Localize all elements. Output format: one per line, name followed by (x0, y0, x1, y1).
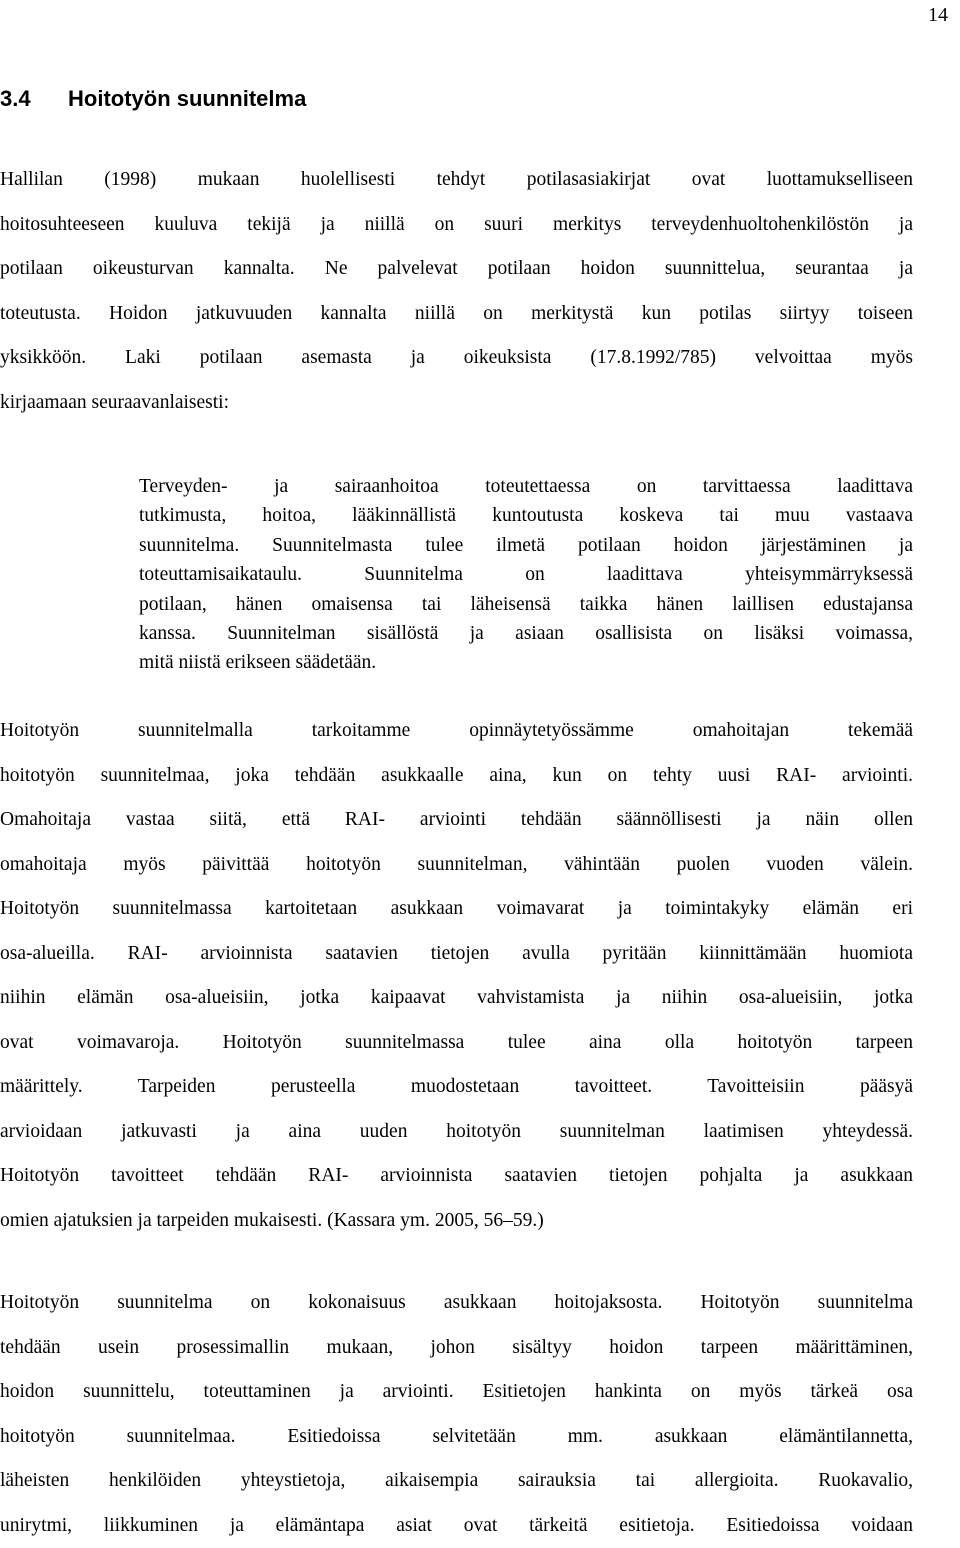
paragraph-line: potilaan oikeusturvan kannalta. Ne palvelevat potilaan hoidon suunnittelua, seurantaa ja (0, 247, 913, 292)
paragraph-line: Hoitotyön tavoitteet tehdään RAI- arvioinnista saatavien tietojen pohjalta ja asukkaan (0, 1154, 913, 1199)
paragraph-line: määrittely. Tarpeiden perusteella muodostetaan tavoitteet. Tavoitteisiin pääsyä (0, 1065, 913, 1110)
paragraph-line: hoitotyön suunnitelmaa, joka tehdään asukkaalle aina, kun on tehty uusi RAI- arviointi. (0, 754, 913, 799)
paragraph-line: ovat voimavaroja. Hoitotyön suunnitelmassa tulee aina olla hoitotyön tarpeen (0, 1021, 913, 1066)
quote-line: Terveyden- ja sairaanhoitoa toteutettaessa on tarvittaessa laadittava (139, 472, 913, 501)
paragraph-line: yksikköön. Laki potilaan asemasta ja oikeuksista (17.8.1992/785) velvoittaa myös (0, 336, 913, 381)
quote-line: suunnitelma. Suunnitelmasta tulee ilmetä potilaan hoidon järjestäminen ja (139, 531, 913, 560)
section-heading (0, 84, 306, 114)
paragraph-line: arvioidaan jatkuvasti ja aina uuden hoitotyön suunnitelman laatimisen yhteydessä. (0, 1110, 913, 1155)
paragraph-line: kirjaamaan seuraavanlaisesti: (0, 381, 913, 426)
paragraph-2 (0, 709, 913, 1243)
paragraph-line: Hallilan (1998) mukaan huolellisesti tehdyt potilasasiakirjat ovat luottamukselliseen (0, 158, 913, 203)
law-quotation (139, 472, 913, 678)
paragraph-line: toteutusta. Hoidon jatkuvuuden kannalta niillä on merkitystä kun potilas siirtyy toiseen (0, 292, 913, 337)
paragraph-line: Omahoitaja vastaa siitä, että RAI- arviointi tehdään säännöllisesti ja näin ollen (0, 798, 913, 843)
quote-line: potilaan, hänen omaisensa tai läheisensä taikka hänen laillisen edustajansa (139, 590, 913, 619)
quote-line: toteuttamisaikataulu. Suunnitelma on laadittava yhteisymmärryksessä (139, 560, 913, 589)
quote-line: mitä niistä erikseen säädetään. (139, 648, 913, 677)
paragraph-1 (0, 158, 913, 425)
paragraph-line: unirytmi, liikkuminen ja elämäntapa asiat ovat tärkeitä esitietoja. Esitiedoissa voidaan (0, 1504, 913, 1548)
paragraph-line: hoidon suunnittelu, toteuttaminen ja arviointi. Esitietojen hankinta on myös tärkeä osa (0, 1370, 913, 1415)
paragraph-line: Hoitotyön suunnitelmassa kartoitetaan asukkaan voimavarat ja toimintakyky elämän eri (0, 887, 913, 932)
paragraph-line: hoitotyön suunnitelmaa. Esitiedoissa selvitetään mm. asukkaan elämäntilannetta, (0, 1415, 913, 1460)
paragraph-line: omien ajatuksien ja tarpeiden mukaisesti. (Kassara ym. 2005, 56–59.) (0, 1199, 913, 1244)
paragraph-line: niihin elämän osa-alueisiin, jotka kaipaavat vahvistamista ja niihin osa-alueisiin, jotka (0, 976, 913, 1021)
paragraph-line: hoitosuhteeseen kuuluva tekijä ja niillä on suuri merkitys terveydenhuoltohenkilöstön ja (0, 203, 913, 248)
paragraph-line: Hoitotyön suunnitelma on kokonaisuus asukkaan hoitojaksosta. Hoitotyön suunnitelma (0, 1281, 913, 1326)
paragraph-line: Hoitotyön suunnitelmalla tarkoitamme opinnäytetyössämme omahoitajan tekemää (0, 709, 913, 754)
quote-line: kanssa. Suunnitelman sisällöstä ja asiaan osallisista on lisäksi voimassa, (139, 619, 913, 648)
paragraph-line: osa-alueilla. RAI- arvioinnista saatavien tietojen avulla pyritään kiinnittämään huomiota (0, 932, 913, 977)
paragraph-line: omahoitaja myös päivittää hoitotyön suunnitelman, vähintään puolen vuoden välein. (0, 843, 913, 888)
paragraph-line: tehdään usein prosessimallin mukaan, johon sisältyy hoidon tarpeen määrittäminen, (0, 1326, 913, 1371)
page-number: 14 (928, 3, 948, 27)
paragraph-line: läheisten henkilöiden yhteystietoja, aikaisempia sairauksia tai allergioita. Ruokavalio, (0, 1459, 913, 1504)
section-number: 3.4 (0, 84, 68, 114)
quote-line: tutkimusta, hoitoa, lääkinnällistä kuntoutusta koskeva tai muu vastaava (139, 501, 913, 530)
section-title: Hoitotyön suunnitelma (68, 86, 306, 111)
paragraph-3 (0, 1281, 913, 1548)
